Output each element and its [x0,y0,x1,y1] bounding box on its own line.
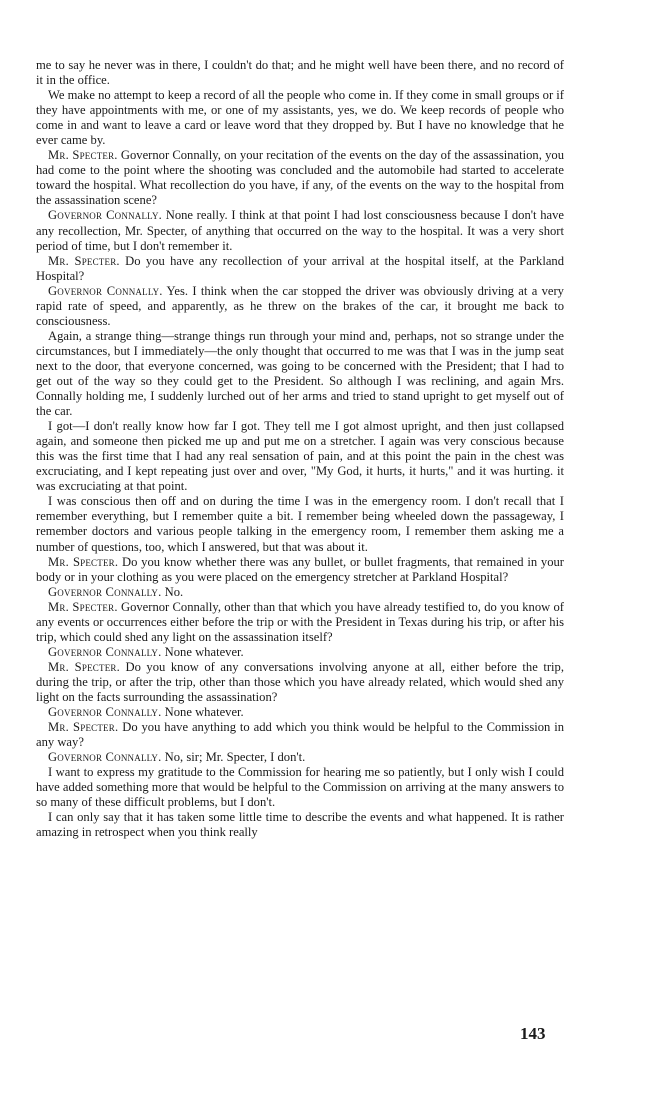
paragraph [36,645,564,660]
paragraph-text: None whatever. [164,644,244,659]
speaker-label: Governor Connally. [48,644,162,659]
transcript-body [36,58,564,840]
paragraph [36,765,564,810]
paragraph-text: No. [164,584,184,599]
paragraph-text: Do you know whether there was any bullet, or bullet fragments, that remained in your body or in your clothing as you were placed on the emergency stretcher at Parkland Hospital? [36,554,564,584]
paragraph-text: I was conscious then off and on during the time I was in the emergency room. I don't recall that I remember everything, but I remember quite a bit. I remember being wheeled down the passageway, I remember doctors and various people talking in the emergency room, I remember them asking me a number of questions, too, which I answered, but that was about it. [36,494,564,554]
paragraph [36,600,564,645]
paragraph [36,58,564,88]
paragraph [36,705,564,720]
speaker-label: Mr. Specter. [48,148,118,163]
paragraph-text: None whatever. [164,705,244,720]
paragraph-text: No, sir; Mr. Specter, I don't. [164,750,306,765]
speaker-label: Governor Connally. [48,750,162,765]
speaker-label: Mr. Specter. [48,659,120,674]
speaker-label: Mr. Specter. [48,720,119,735]
paragraph-text: I want to express my gratitude to the Commission for hearing me so patiently, but I only wish I could have added something more that would be helpful to the Commission on arriving at the many answers to so many of these difficult problems, but I don't. [36,765,564,810]
paragraph-text: I got—I don't really know how far I got. They tell me I got almost upright, and then just collapsed again, and someone then picked me up and put me on a stretcher. I again was very conscious because this was the first time that I had any real sensation of pain, and at this point the pain in the chest was excruciating, and I kept repeating just over and over, "My God, it hurts, it hurts," and it was hurting. it was excruciating at that point. [36,419,564,494]
paragraph [36,329,564,419]
paragraph [36,494,564,554]
paragraph-text: Again, a strange thing—strange things run through your mind and, perhaps, not so strange under the circumstances, but I immediately—the only thought that occurred to me was that I was in the jump seat next to the door, that everyone concerned, was going to be concerned with the President; that I had to get out of the way so they could get to the President. So although I was reclining, and again Mrs. Connally holding me, I suddenly lurched out of her arms and tried to stand upright to get myself out of the car. [36,328,564,419]
paragraph-text: Yes. I think when the car stopped the driver was obviously driving at a very rapid rate of speed, and apparently, as he threw on the brakes of the car, it brought me back to consciousness. [36,283,564,328]
paragraph-text: Do you know of any conversations involving anyone at all, either before the trip, during the trip, or after the trip, other than those which you have already related, which would shed any light on the facts surrounding the assassination? [36,659,564,704]
paragraph-text: Governor Connally, other than that which you have already testified to, do you know of any events or occurrences either before the trip or with the President in Texas during his trip, or after his trip, which could shed any light on the assassination itself? [36,599,564,644]
paragraph-text: Do you have anything to add which you think would be helpful to the Commission in any way? [36,720,565,750]
speaker-label: Governor Connally. [48,705,162,720]
speaker-label: Mr. Specter. [48,554,119,569]
paragraph [36,585,564,600]
paragraph [36,660,564,705]
paragraph [36,88,564,148]
paragraph [36,720,564,750]
paragraph-text: I can only say that it has taken some little time to describe the events and what happened. It is rather amazing in retrospect when you think really [36,810,564,840]
speaker-label: Governor Connally. [48,208,163,223]
paragraph [36,284,564,329]
paragraph [36,148,564,208]
paragraph [36,555,564,585]
paragraph [36,208,564,253]
paragraph-text: me to say he never was in there, I couldn't do that; and he might well have been there, and no record of it in the office. [36,58,564,88]
speaker-label: Governor Connally. [48,584,162,599]
paragraph-text: Governor Connally, on your recitation of the events on the day of the assassination, you had come to the point where the shooting was concluded and the automobile had started to accelerate toward the hospital. What recollection do you have, if any, of the events on the way to the hospital from the assassination scene? [36,148,564,208]
speaker-label: Mr. Specter. [48,599,118,614]
paragraph [36,419,564,494]
page-number: 143 [520,1024,546,1043]
speaker-label: Governor Connally. [48,283,163,298]
paragraph [36,750,564,765]
paragraph [36,254,564,284]
paragraph-text: Do you have any recollection of your arrival at the hospital itself, at the Parkland Hospital? [36,253,565,283]
paragraph [36,810,564,840]
paragraph-text: None really. I think at that point I had lost consciousness because I don't have any recollection, Mr. Specter, of anything that occurred on the way to the hospital. It was a very short period of time, but I don't remember it. [36,208,564,253]
paragraph-text: We make no attempt to keep a record of all the people who come in. If they come in small groups or if they have appointments with me, or one of my assistants, yes, we do. We keep records of people who come in and want to leave a card or leave word that they dropped by. But I have no knowledge that he ever came by. [36,88,564,148]
speaker-label: Mr. Specter. [48,253,120,268]
